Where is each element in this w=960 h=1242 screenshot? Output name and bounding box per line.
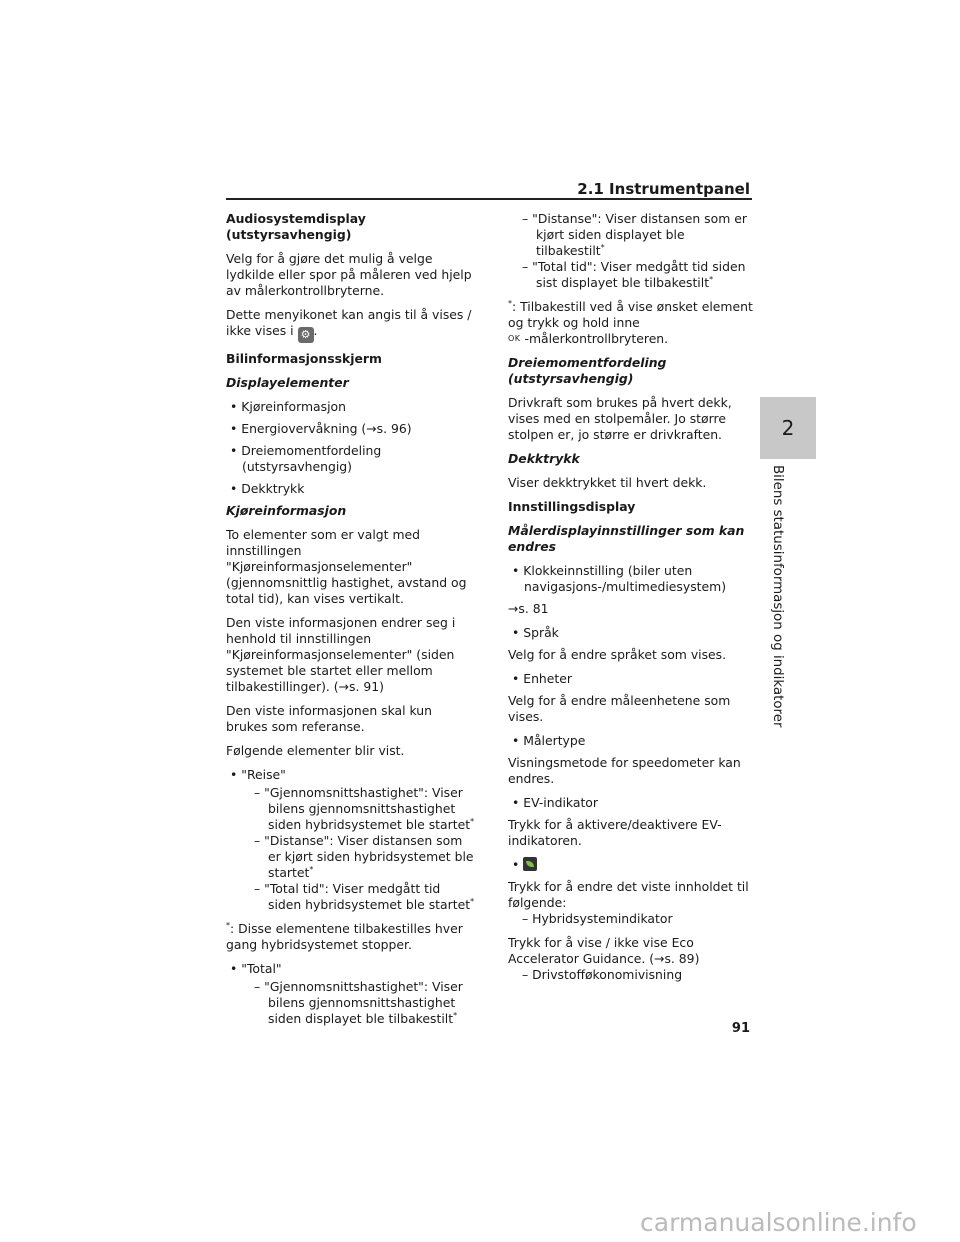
footnote-marker: * — [309, 864, 314, 874]
chapter-side-title: Bilens statusinformasjon og indikatorer — [770, 465, 785, 728]
bullet-text: Energiovervåkning (→s. 96) — [241, 421, 412, 436]
footnote — [508, 299, 754, 347]
eco-leaf-icon — [523, 857, 537, 871]
footnote-marker: * — [453, 1010, 458, 1020]
dash-text: – "Gjennomsnittshastighet": Viser bilens gjennomsnittshastighet siden hybridsystemet ble startet — [254, 785, 471, 832]
ok-icon: OK — [508, 334, 521, 343]
footnote-marker: * — [470, 816, 475, 826]
bullet-item: • EV-indikator — [512, 795, 598, 810]
dash-list — [508, 967, 754, 983]
dash-list — [508, 911, 754, 927]
bullet-text: "Total" — [241, 961, 282, 976]
paragraph: Velg for å endre måleenhetene som vises. — [508, 693, 731, 724]
subheading-display-elements: Displayelementer — [226, 375, 349, 390]
dash-list — [508, 211, 754, 291]
paragraph: Viser dekktrykket til hvert dekk. — [508, 475, 707, 490]
dash-text: – "Gjennomsnittshastighet": Viser bilens gjennomsnittshastighet siden displayet ble tilbakestilt — [254, 979, 463, 1026]
dash-item — [508, 211, 754, 259]
bullet-text: Kjøreinformasjon — [241, 399, 346, 414]
bullet-text: Språk — [523, 625, 559, 640]
paragraph: Trykk for å vise / ikke vise Eco Accelerator Guidance. (→s. 89) — [508, 935, 700, 966]
paragraph: Trykk for å aktivere/deaktivere EV-indikatoren. — [508, 817, 722, 848]
heading-settings: Innstillingsdisplay — [508, 499, 636, 514]
subheading-changeable: Målerdisplayinnstillinger som kan endres — [508, 523, 745, 554]
paragraph — [226, 307, 476, 343]
paragraph: Velg for å gjøre det mulig å velge lydkilde eller spor på måleren ved hjelp av målerkontrollbryterne. — [226, 251, 472, 298]
paragraph: Den viste informasjonen skal kun brukes som referanse. — [226, 703, 433, 734]
bullet-item: • Energiovervåkning (→s. 96) — [230, 421, 412, 436]
bullet-item: • Dreiemomentfordeling (utstyrsavhengig) — [230, 443, 382, 474]
footnote — [226, 921, 476, 953]
bullet-text: Klokkeinnstilling (biler uten navigasjons-/multimediesystem) — [523, 563, 727, 594]
bullet-item: • — [508, 857, 754, 873]
dash-item: – Hybridsystemindikator — [522, 911, 673, 926]
dash-list — [226, 979, 476, 1027]
footnote-text: : Disse elementene tilbakestilles hver gang hybridsystemet stopper. — [226, 921, 463, 952]
footnote-marker: * — [600, 242, 605, 252]
footnote-marker: * — [470, 896, 475, 906]
dash-item — [226, 979, 476, 1027]
right-column — [508, 211, 754, 991]
paragraph: Følgende elementer blir vist. — [226, 743, 405, 758]
watermark: carmanualsonline.info — [640, 1208, 917, 1237]
bullet-text: "Reise" — [241, 767, 286, 782]
bullet-text: EV-indikator — [523, 795, 598, 810]
text: Dette menyikonet kan angis til å vises / ikke vises i — [226, 307, 472, 338]
dash-item — [226, 833, 476, 881]
section-header-title: 2.1 Instrumentpanel — [577, 180, 750, 198]
chapter-tab — [760, 397, 816, 459]
bullet-item: • "Reise" — [230, 767, 286, 782]
dash-item — [508, 259, 754, 291]
paragraph: To elementer som er valgt med innstillingen "Kjøreinformasjonselementer" (gjennomsnittlig hastighet, avstand og total tid), kan vises vertikalt. — [226, 527, 467, 606]
header-rule — [226, 198, 752, 200]
paragraph: Velg for å endre språket som vises. — [508, 647, 727, 662]
chapter-number: 2 — [781, 416, 795, 440]
bullet-text: Enheter — [523, 671, 572, 686]
text: . — [313, 323, 318, 338]
bullet-item: • Enheter — [512, 671, 572, 686]
subheading-drive-info: Kjøreinformasjon — [226, 503, 347, 518]
paragraph: Trykk for å endre det viste innholdet til følgende: — [508, 879, 749, 910]
paragraph: Visningsmetode for speedometer kan endres. — [508, 755, 741, 786]
bullet-item: • Dekktrykk — [230, 481, 305, 496]
dash-text: – "Distanse": Viser distansen som er kjørt siden displayet ble tilbakestilt — [522, 211, 747, 258]
paragraph: Drivkraft som brukes på hvert dekk, vises med en stolpemåler. Jo større stolpen er, jo større er drivkraften. — [508, 395, 732, 442]
bullet-text: Målertype — [523, 733, 586, 748]
paragraph: →s. 81 — [508, 601, 549, 616]
dash-list — [226, 785, 476, 913]
gear-icon: ⚙ — [298, 327, 314, 343]
dash-text: – "Distanse": Viser distansen som er kjørt siden hybridsystemet ble startet — [254, 833, 474, 880]
footnote-marker: * — [226, 920, 230, 930]
bullet-item: • "Total" — [230, 961, 282, 976]
subheading-torque: Dreiemomentfordeling (utstyrsavhengig) — [508, 355, 667, 386]
page-number: 91 — [731, 1021, 750, 1036]
heading-vehicle-info: Bilinformasjonsskjerm — [226, 351, 382, 366]
footnote-text: -målerkontrollbryteren. — [520, 331, 669, 346]
dash-text: – "Total tid": Viser medgått tid siden hybridsystemet ble startet — [254, 881, 471, 912]
bullet-item: • Klokkeinnstilling (biler uten navigasjons-/multimediesystem) — [512, 563, 727, 594]
dash-item: – Drivstofføkonomivisning — [522, 967, 683, 982]
dash-text: – "Total tid": Viser medgått tid siden sist displayet ble tilbakestilt — [522, 259, 746, 290]
dash-item — [226, 785, 476, 833]
footnote-marker: * — [709, 274, 714, 284]
left-column — [226, 211, 476, 1035]
heading-audio: Audiosystemdisplay (utstyrsavhengig) — [226, 211, 366, 242]
bullet-item: • Målertype — [512, 733, 586, 748]
footnote-text: : Tilbakestill ved å vise ønsket element og trykk og hold inne — [508, 299, 753, 330]
bullet-item: • Kjøreinformasjon — [230, 399, 346, 414]
bullet-item: • Språk — [512, 625, 559, 640]
bullet-text: Dekktrykk — [241, 481, 305, 496]
bullet-text: Dreiemomentfordeling (utstyrsavhengig) — [241, 443, 382, 474]
footnote-marker: * — [508, 298, 512, 308]
dash-item — [226, 881, 476, 913]
subheading-tire: Dekktrykk — [508, 451, 580, 466]
paragraph: Den viste informasjonen endrer seg i henhold til innstillingen "Kjøreinformasjonselementer" (siden systemet ble startet eller mellom tilbakestillinger). (→s. 91) — [226, 615, 456, 694]
